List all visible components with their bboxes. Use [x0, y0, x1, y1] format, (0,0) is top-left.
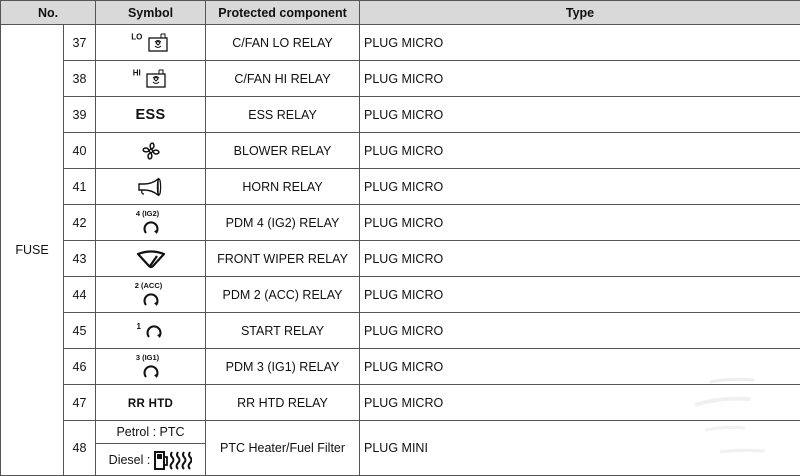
row-number: 42: [64, 205, 96, 241]
component-cell: BLOWER RELAY: [206, 133, 360, 169]
horn-icon: [136, 177, 166, 197]
cooling-fan-lo-relay-icon: [131, 35, 170, 49]
row-number: 43: [64, 241, 96, 277]
row-number: 38: [64, 61, 96, 97]
symbol-cell: [96, 385, 206, 421]
symbol-cell: [96, 205, 206, 241]
table-row: [1, 385, 800, 421]
type-cell: PLUG MICRO: [360, 97, 800, 133]
component-cell: START RELAY: [206, 313, 360, 349]
type-cell: PLUG MICRO: [360, 349, 800, 385]
symbol-label: 4 (IG2): [90, 210, 205, 218]
symbol-cell: [96, 61, 206, 97]
header-type: Type: [360, 1, 800, 25]
component-cell: PDM 2 (ACC) RELAY: [206, 277, 360, 313]
symbol-cell: [96, 349, 206, 385]
row-number: 46: [64, 349, 96, 385]
ignition-key-icon: [141, 218, 161, 236]
table-row: [1, 169, 800, 205]
symbol-cell: [96, 241, 206, 277]
component-cell: PDM 3 (IG1) RELAY: [206, 349, 360, 385]
row-number: 37: [64, 25, 96, 61]
component-cell: C/FAN LO RELAY: [206, 25, 360, 61]
table-row: [1, 277, 800, 313]
component-cell: ESS RELAY: [206, 97, 360, 133]
ignition-key-icon: [141, 290, 161, 308]
component-cell: PDM 4 (IG2) RELAY: [206, 205, 360, 241]
table-row: [1, 313, 800, 349]
symbol-diesel: Diesel :: [109, 453, 151, 467]
blower-fan-icon: [139, 139, 163, 163]
table-row: [1, 133, 800, 169]
fuel-filter-heater-icon: [154, 449, 192, 471]
table-row: [1, 25, 800, 61]
symbol-text: ESS: [136, 107, 166, 123]
type-cell: PLUG MICRO: [360, 169, 800, 205]
table-row: [1, 349, 800, 385]
row-number: 44: [64, 277, 96, 313]
symbol-label: 2 (ACC): [92, 282, 205, 290]
table-row: [1, 61, 800, 97]
type-cell: PLUG MICRO: [360, 133, 800, 169]
header-protected-component: Protected component: [206, 1, 360, 25]
ignition-key-icon: [141, 362, 161, 380]
row-number: 41: [64, 169, 96, 205]
component-cell: HORN RELAY: [206, 169, 360, 205]
row-number: 45: [64, 313, 96, 349]
cooling-fan-hi-relay-icon: [133, 71, 168, 85]
front-wiper-icon: [136, 249, 166, 269]
component-cell: PTC Heater/Fuel Filter: [206, 421, 360, 476]
type-cell: PLUG MICRO: [360, 277, 800, 313]
symbol-label: 1: [137, 322, 141, 331]
symbol-cell: [96, 133, 206, 169]
symbol-cell: [96, 25, 206, 61]
header-no: No.: [1, 1, 96, 25]
row-number: 40: [64, 133, 96, 169]
symbol-cell: [96, 169, 206, 205]
symbol-cell: [96, 421, 206, 476]
symbol-cell: [96, 97, 206, 133]
symbol-cell: [96, 313, 206, 349]
component-cell: RR HTD RELAY: [206, 385, 360, 421]
symbol-cell: [96, 277, 206, 313]
symbol-label: 3 (IG1): [90, 354, 205, 362]
component-cell: C/FAN HI RELAY: [206, 61, 360, 97]
row-number: 47: [64, 385, 96, 421]
ignition-key-icon: [144, 322, 164, 340]
symbol-label: LO: [131, 33, 142, 42]
table-row: [1, 241, 800, 277]
type-cell: PLUG MICRO: [360, 385, 800, 421]
group-label-fuse: FUSE: [1, 25, 64, 476]
header-symbol: Symbol: [96, 1, 206, 25]
type-cell: PLUG MINI: [360, 421, 800, 476]
table-row: [1, 97, 800, 133]
table-header-row: [1, 1, 800, 25]
type-cell: PLUG MICRO: [360, 313, 800, 349]
type-cell: PLUG MICRO: [360, 205, 800, 241]
type-cell: PLUG MICRO: [360, 241, 800, 277]
type-cell: PLUG MICRO: [360, 25, 800, 61]
type-cell: PLUG MICRO: [360, 61, 800, 97]
symbol-text: RR HTD: [128, 398, 173, 410]
row-number: 39: [64, 97, 96, 133]
table-row: [1, 421, 800, 476]
symbol-diesel-row: [96, 444, 205, 475]
table-row: [1, 205, 800, 241]
symbol-label: HI: [133, 69, 141, 78]
row-number: 48: [64, 421, 96, 476]
symbol-petrol: Petrol : PTC: [96, 421, 205, 444]
component-cell: FRONT WIPER RELAY: [206, 241, 360, 277]
